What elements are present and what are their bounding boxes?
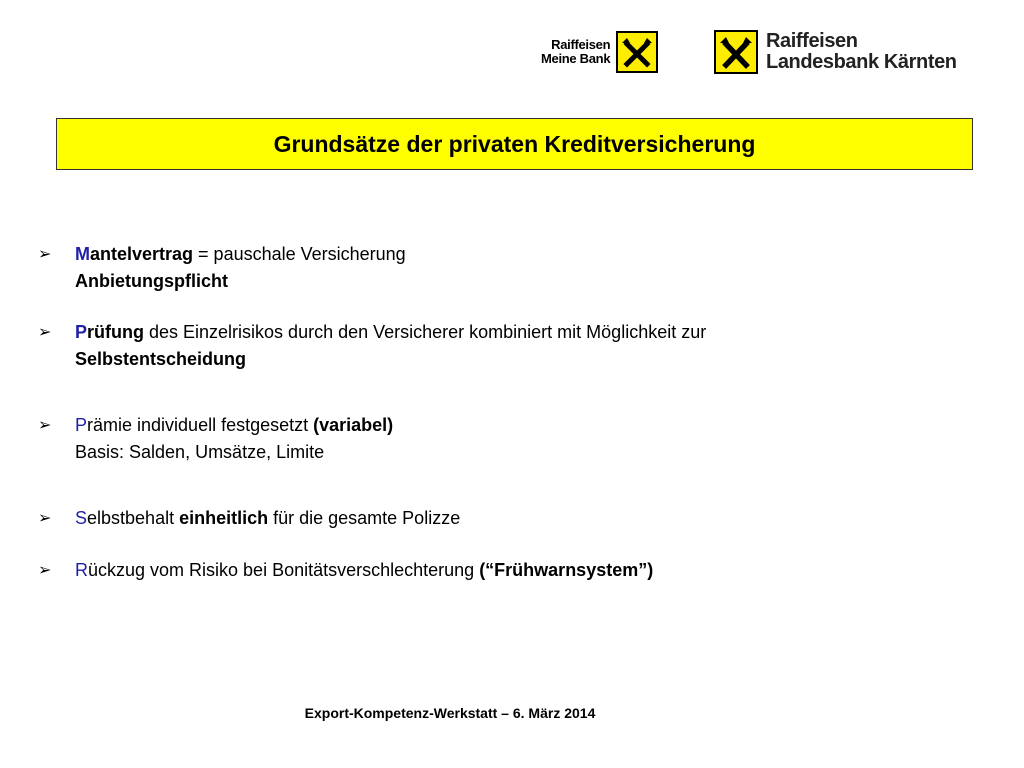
bullet-body: [75, 412, 945, 466]
footer-text: Export-Kompetenz-Werkstatt – 6. März 2014: [304, 705, 596, 721]
bullet-lead: elbstbehalt: [87, 508, 180, 528]
bullet-item: [38, 241, 945, 295]
bullet-lead: rüfung: [87, 322, 144, 342]
bullet-lead: ückzug vom Risiko bei Bonitätsverschlechterung: [88, 560, 480, 580]
bullet-item: [38, 557, 945, 584]
bullet-line2: Anbietungspflicht: [75, 271, 228, 291]
bullet-body: [75, 241, 945, 295]
bullet-body: [75, 557, 945, 584]
footer: [0, 705, 900, 721]
bullet-line2: Basis: Salden, Umsätze, Limite: [75, 442, 325, 462]
bullet-initial: P: [75, 415, 88, 435]
bullet-line2: Selbstentscheidung: [75, 349, 247, 369]
bullet-lead: antelvertrag: [90, 244, 194, 264]
raiffeisen-meine-bank-logo: [541, 31, 658, 73]
logo-small-text: [541, 38, 610, 66]
arrow-bullet-icon: ➢: [38, 417, 52, 434]
arrow-bullet-icon: ➢: [38, 510, 52, 527]
title-box: [56, 118, 973, 170]
bullet-initial: M: [75, 244, 90, 264]
bullet-bold: (variabel): [313, 415, 394, 435]
slide-title: Grundsätze der privaten Kreditversicherung: [273, 130, 756, 157]
bullet-body: [75, 319, 945, 373]
logo-large-line2: Landesbank Kärnten: [766, 51, 957, 73]
gable-cross-icon: [616, 31, 658, 73]
gable-cross-icon: [714, 30, 758, 74]
bullet-bold: einheitlich: [179, 508, 269, 528]
bullet-body: [75, 505, 945, 532]
raiffeisen-landesbank-logo: [714, 29, 957, 75]
bullet-rest: für die gesamte Polizze: [268, 508, 461, 528]
bullet-rest: = pauschale Versicherung: [193, 244, 406, 264]
bullet-item: [38, 505, 945, 532]
bullet-rest: des Einzelrisikos durch den Versicherer kombiniert mit Möglichkeit zur: [144, 322, 707, 342]
logo-large-line1: Raiffeisen: [766, 30, 858, 52]
bullet-bold: (“Frühwarnsystem”): [479, 560, 654, 580]
bullet-lead: rämie individuell festgesetzt: [87, 415, 314, 435]
arrow-bullet-icon: ➢: [38, 246, 52, 263]
bullet-item: [38, 319, 945, 373]
logo-small-line2: Meine Bank: [541, 51, 611, 66]
bullet-item: [38, 412, 945, 466]
logo-large-text: [766, 31, 957, 73]
arrow-bullet-icon: ➢: [38, 562, 52, 579]
bullet-initial: S: [75, 508, 88, 528]
bullet-initial: P: [75, 322, 88, 342]
logo-small-line1: Raiffeisen: [551, 37, 611, 52]
bullet-initial: R: [75, 560, 88, 580]
arrow-bullet-icon: ➢: [38, 324, 52, 341]
